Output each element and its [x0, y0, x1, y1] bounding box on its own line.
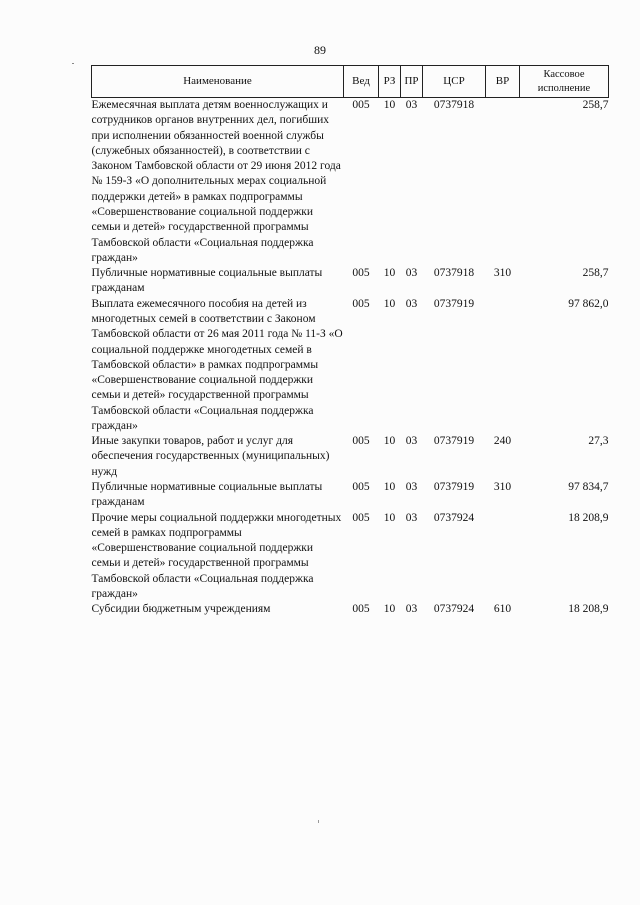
row-csr: 0737919 — [433, 297, 475, 310]
table-row — [92, 297, 609, 435]
scan-artifact — [318, 820, 319, 823]
row-rz: 10 — [383, 297, 396, 310]
budget-execution-table — [91, 65, 609, 618]
row-csr: 0737924 — [433, 603, 475, 616]
header-name: Наименование — [92, 66, 344, 98]
row-vr: 310 — [493, 267, 512, 280]
row-name: Иные закупки товаров, работ и услуг для обеспечения государственных (муниципальных) нужд — [91, 435, 330, 478]
row-pr: 03 — [405, 267, 418, 280]
row-pr: 03 — [405, 435, 418, 448]
row-csr: 0737924 — [433, 511, 475, 524]
table-header-row — [92, 66, 609, 98]
row-sum: 18 208,9 — [568, 603, 609, 616]
header-sum: Кассовое исполнение — [520, 66, 609, 98]
row-vr: 610 — [493, 603, 512, 616]
row-sum: 97 834,7 — [568, 481, 609, 494]
row-ved: 005 — [352, 481, 370, 494]
row-sum: 27,3 — [588, 435, 609, 448]
row-vr: 240 — [493, 435, 512, 448]
row-pr: 03 — [405, 297, 418, 310]
row-pr: 03 — [405, 603, 418, 616]
header-rz: РЗ — [379, 66, 401, 98]
row-vr — [486, 297, 520, 435]
row-name: Прочие меры социальной поддержки многодетных семей в рамках подпрограммы «Совершенствование социальной поддержки семьи и детей» государственной программы Тамбовской области «Социальная поддержка граждан» — [91, 511, 342, 600]
row-pr: 03 — [405, 481, 418, 494]
row-name: Выплата ежемесячного пособия на детей из многодетных семей в соответствии с Законом Тамбовской области от 26 мая 2011 года № 11-З «О социальной поддержке многодетных семей в Тамбовской области» в рамках подпрограммы «Совершенствование социальной поддержки семьи и детей» государственной программы Тамбовской области «Социальная поддержка граждан» — [91, 297, 343, 432]
row-vr — [486, 98, 520, 267]
table-row — [92, 511, 609, 603]
header-csr: ЦСР — [423, 66, 486, 98]
row-sum: 258,7 — [582, 99, 609, 111]
row-name: Публичные нормативные социальные выплаты гражданам — [91, 267, 323, 295]
row-ved: 005 — [352, 297, 370, 310]
table-row — [92, 602, 609, 617]
row-ved: 005 — [352, 99, 370, 111]
row-ved: 005 — [352, 603, 370, 616]
table-row — [92, 98, 609, 267]
row-rz: 10 — [383, 511, 396, 524]
row-sum: 97 862,0 — [568, 297, 609, 310]
row-csr: 0737919 — [433, 435, 475, 448]
row-sum: 18 208,9 — [568, 511, 609, 524]
header-pr: ПР — [401, 66, 423, 98]
row-pr: 03 — [405, 99, 418, 111]
table-row — [92, 434, 609, 480]
scan-artifact — [72, 63, 74, 64]
row-name: Публичные нормативные социальные выплаты гражданам — [91, 481, 323, 509]
row-ved: 005 — [352, 511, 370, 524]
row-rz: 10 — [383, 481, 396, 494]
row-rz: 10 — [383, 99, 396, 111]
header-vr: ВР — [486, 66, 520, 98]
row-name: Ежемесячная выплата детям военнослужащих и сотрудников органов внутренних дел, погибших при исполнении обязанностей военной службы (служебных обязанностей), в соответствии с Законом Тамбовской области от 29 июня 2012 года № 159-З «О дополнительных мерах социальной поддержки детей» в рамках подпрограммы «Совершенствование социальной поддержки семьи и детей» государственной программы Тамбовской области «Социальная поддержка граждан» — [91, 99, 341, 264]
row-pr: 03 — [405, 511, 418, 524]
row-rz: 10 — [383, 435, 396, 448]
row-rz: 10 — [383, 603, 396, 616]
header-ved: Вед — [344, 66, 379, 98]
row-rz: 10 — [383, 267, 396, 280]
table-row — [92, 480, 609, 511]
row-csr: 0737918 — [433, 99, 475, 111]
row-csr: 0737918 — [433, 267, 475, 280]
row-sum: 258,7 — [582, 267, 609, 280]
row-ved: 005 — [352, 435, 370, 448]
row-name: Субсидии бюджетным учреждениям — [91, 603, 271, 616]
table-row — [92, 266, 609, 297]
row-csr: 0737919 — [433, 481, 475, 494]
row-vr — [486, 511, 520, 603]
row-vr: 310 — [493, 481, 512, 494]
page-number: 89 — [314, 43, 326, 57]
row-ved: 005 — [352, 267, 370, 280]
